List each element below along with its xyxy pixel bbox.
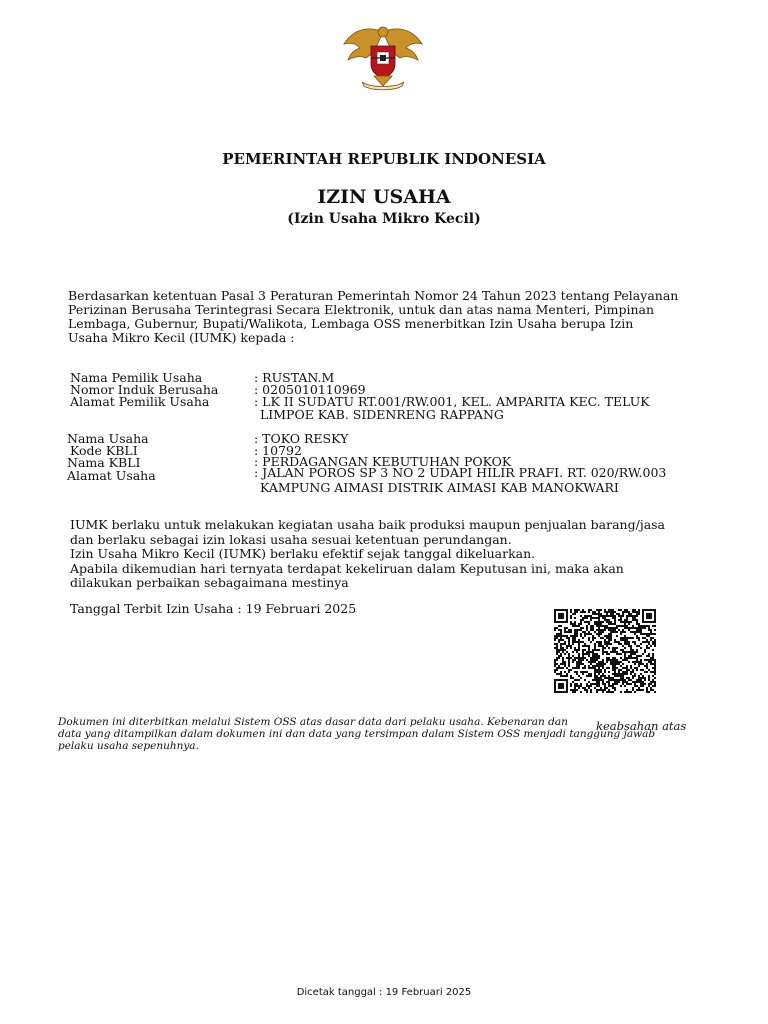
owner-address-value-cont: LIMPOE KAB. SIDENRENG RAPPANG <box>260 407 504 422</box>
disclaimer-tail: keabsahan atas <box>596 719 687 733</box>
owner-address-label: Alamat Pemilik Usaha <box>70 394 210 409</box>
kbli-code-label: Kode KBLI <box>70 443 138 458</box>
owner-name-value: : RUSTAN.M <box>254 370 335 385</box>
disclaimer-line: data yang ditampilkan dalam dokumen ini dan data yang tersimpan dalam Sistem OSS menjadi tanggung jawab <box>58 728 656 740</box>
terms-line: IUMK berlaku untuk melakukan kegiatan usaha baik produksi maupun penjualan barang/jasa <box>70 517 666 532</box>
business-name-label: Nama Usaha <box>67 431 149 446</box>
document-title: IZIN USAHA <box>317 186 451 208</box>
intro-line: Perizinan Berusaha Terintegrasi Secara Elektronik, untuk dan atas nama Menteri, Pimpinan <box>68 302 655 317</box>
terms-paragraph <box>70 518 710 591</box>
issue-date: Tanggal Terbit Izin Usaha : 19 Februari 2025 <box>70 601 357 616</box>
terms-line: dan berlaku sebagai izin lokasi usaha sesuai ketentuan perundangan. <box>70 531 512 547</box>
qr-code-icon <box>554 609 656 693</box>
intro-line: Lembaga, Gubernur, Bupati/Walikota, Lembaga OSS menerbitkan Izin Usaha berupa Izin <box>68 316 634 331</box>
business-address-value-cont: KAMPUNG AIMASI DISTRIK AIMASI KAB MANOKWARI <box>260 480 619 495</box>
government-title: PEMERINTAH REPUBLIK INDONESIA <box>222 150 546 168</box>
nib-value: : 0205010110969 <box>254 382 366 397</box>
nib-label: Nomor Induk Berusaha <box>70 382 219 397</box>
business-address-label: Alamat Usaha <box>67 468 156 483</box>
owner-address-value: : LK II SUDATU RT.001/RW.001, KEL. AMPARITA KEC. TELUK <box>254 394 650 409</box>
terms-line: Apabila dikemudian hari ternyata terdapat kekeliruan dalam Keputusan ini, maka akan <box>70 560 624 576</box>
intro-line: Usaha Mikro Kecil (IUMK) kepada : <box>68 330 295 345</box>
disclaimer-line: pelaku usaha sepenuhnya. <box>58 740 199 752</box>
business-address-value: : JALAN POROS SP 3 NO 2 UDAPI HILIR PRAFI. RT. 020/RW.003 <box>254 465 667 480</box>
owner-name-label: Nama Pemilik Usaha <box>70 370 203 385</box>
terms-line: dilakukan perbaikan sebagaimana mestinya <box>70 575 349 590</box>
garuda-emblem-icon <box>340 22 426 92</box>
kbli-code-value: : 10792 <box>254 443 302 458</box>
kbli-name-label: Nama KBLI <box>67 455 141 470</box>
kbli-name-value: : PERDAGANGAN KEBUTUHAN POKOK <box>254 454 512 469</box>
business-name-value: : TOKO RESKY <box>254 431 349 446</box>
disclaimer-line: Dokumen ini diterbitkan melalui Sistem OSS atas dasar data dari pelaku usaha. Kebenaran dan <box>58 716 568 728</box>
document-subtitle: (Izin Usaha Mikro Kecil) <box>287 211 481 227</box>
terms-line: Izin Usaha Mikro Kecil (IUMK) berlaku efektif sejak tanggal dikeluarkan. <box>70 546 536 561</box>
intro-line: Berdasarkan ketentuan Pasal 3 Peraturan Pemerintah Nomor 24 Tahun 2023 tentang Pelayanan <box>68 288 679 303</box>
intro-paragraph <box>68 289 698 345</box>
printed-date: Dicetak tanggal : 19 Februari 2025 <box>296 987 472 998</box>
